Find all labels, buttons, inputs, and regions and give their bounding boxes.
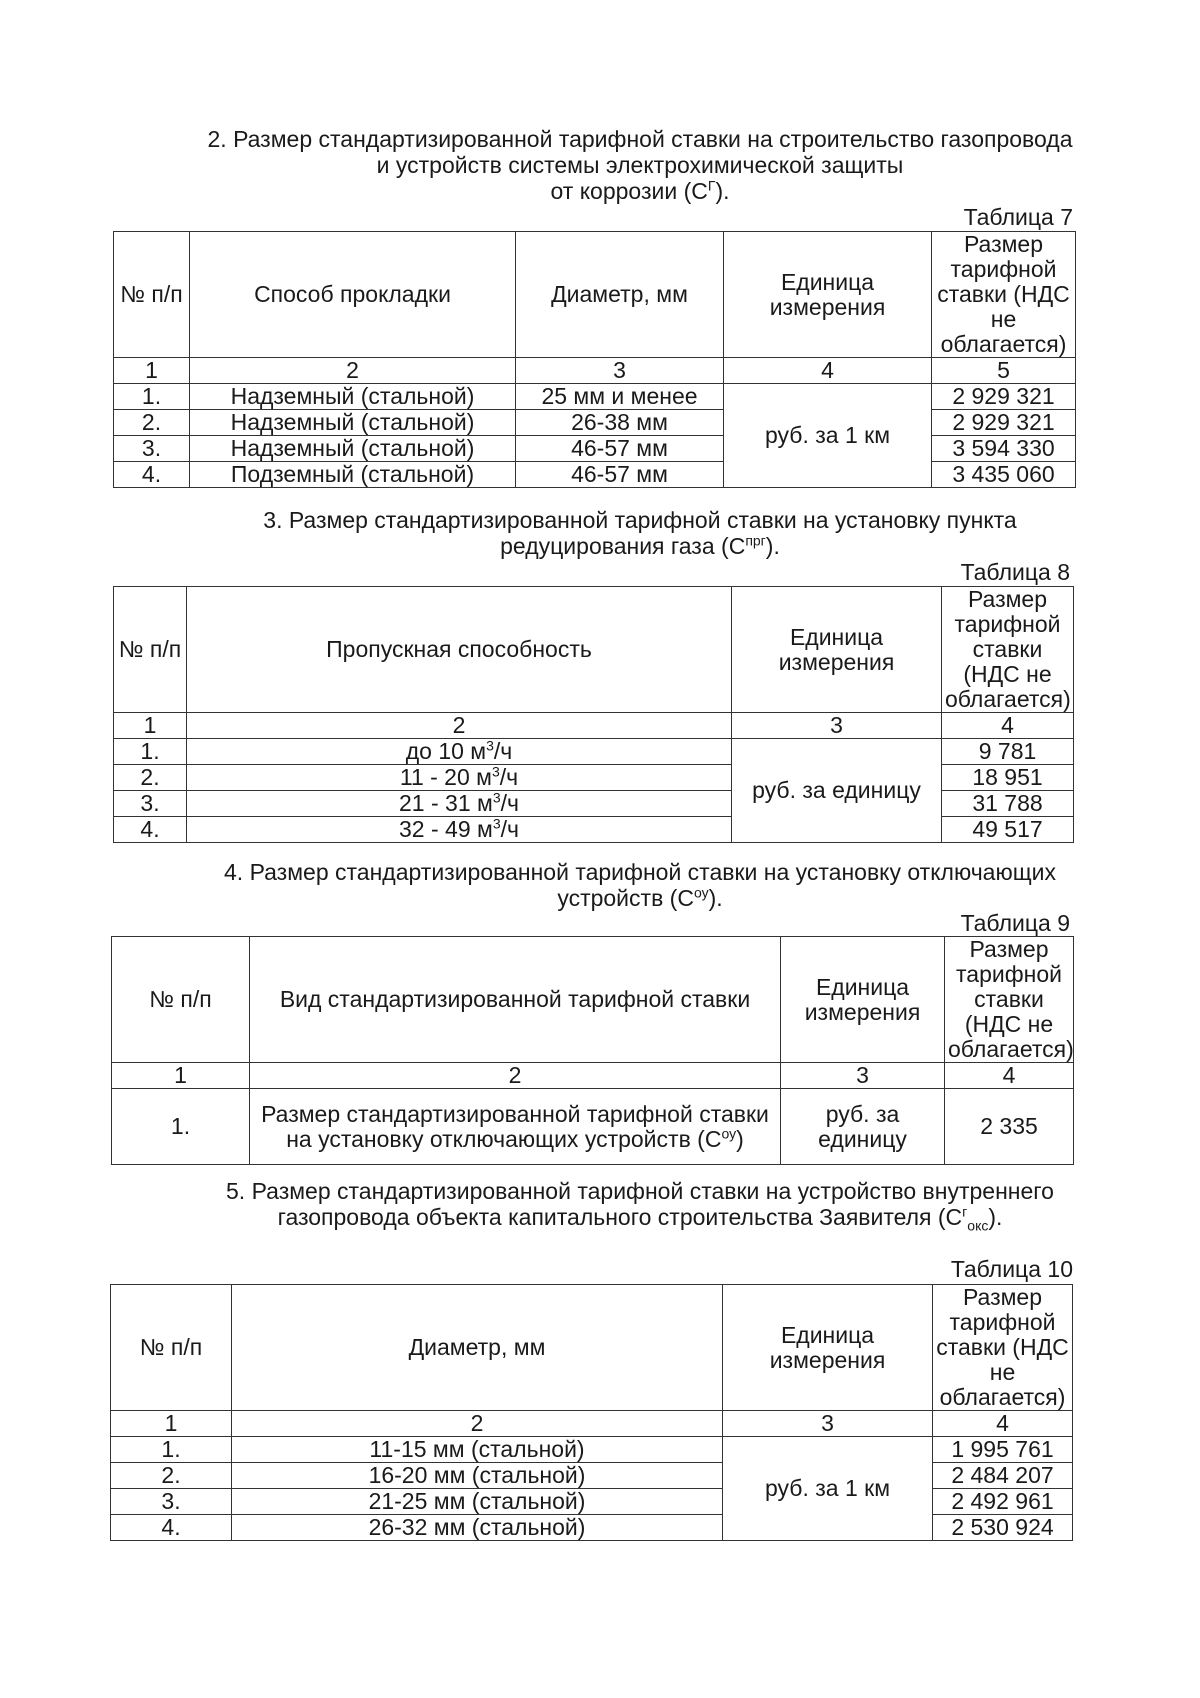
table8-colnum: 2: [187, 713, 732, 739]
row-num: 1.: [111, 1437, 232, 1463]
row-rate: 2 929 321: [932, 384, 1076, 410]
row-rate: 2 929 321: [932, 410, 1076, 436]
table10-unit-cell: руб. за 1 км: [723, 1437, 933, 1541]
table9-colnum: 2: [250, 1063, 781, 1089]
table10: [110, 1284, 1073, 1541]
table-row: [114, 739, 1074, 765]
row-type: Размер стандартизированной тарифной ставки на установку отключающих устройств $(С^{оу})$: [250, 1089, 781, 1165]
row-diameter: 46-57 мм: [516, 462, 724, 488]
table7-colnum: 2: [190, 358, 516, 384]
table10-header-rate: Размер тарифной ставки (НДС не облагается): [933, 1285, 1073, 1411]
row-rate: 49 517: [942, 817, 1074, 843]
section4-heading-line2: устройств $(С^{оу})$.: [557, 884, 723, 911]
row-capacity: до 10 $м^3/ч$: [187, 739, 732, 765]
row-rate: 18 951: [942, 765, 1074, 791]
row-num: 3.: [111, 1489, 232, 1515]
table9-header-rate: Размер тарифной ставки (НДС не облагается): [945, 937, 1074, 1063]
table7-header-unit: Единица измерения: [724, 232, 932, 358]
row-capacity: 11 - 20 $м^3/ч$: [187, 765, 732, 791]
section2-heading-line1: 2. Размер стандартизированной тарифной ставки на строительство газопровода: [207, 126, 1073, 152]
table7-unit-cell: руб. за 1 км: [724, 384, 932, 488]
section2-heading: [200, 126, 1080, 204]
section3-heading: [200, 507, 1080, 559]
table9-colnum: 1: [112, 1063, 250, 1089]
table-row: [114, 384, 1076, 410]
section2-heading-line3: от коррозии $(С^Г)$.: [550, 177, 730, 204]
table9-colnum: 4: [945, 1063, 1074, 1089]
table10-colnum: 1: [111, 1411, 232, 1437]
row-rate: 1 995 761: [933, 1437, 1073, 1463]
section3-heading-line2: редуцирования газа $(С^{прг})$.: [500, 532, 780, 559]
table7-header-rate: Размер тарифной ставки (НДС не облагается): [932, 232, 1076, 358]
table8-colnum: 4: [942, 713, 1074, 739]
row-diameter: 21-25 мм (стальной): [232, 1489, 723, 1515]
table7: [113, 231, 1076, 488]
table9-colnum: 3: [781, 1063, 945, 1089]
row-diameter: 25 мм и менее: [516, 384, 724, 410]
row-rate: 31 788: [942, 791, 1074, 817]
section5-heading: [200, 1178, 1080, 1234]
table9-column-numbers: [112, 1063, 1074, 1089]
table-row: [112, 1089, 1074, 1165]
table10-colnum: 2: [232, 1411, 723, 1437]
row-capacity: 32 - 49 $м^3/ч$: [187, 817, 732, 843]
row-rate: 2 335: [945, 1089, 1074, 1165]
table7-colnum: 5: [932, 358, 1076, 384]
table8-header-rate: Размер тарифной ставки (НДС не облагается): [942, 587, 1074, 713]
table7-colnum: 4: [724, 358, 932, 384]
row-rate: 9 781: [942, 739, 1074, 765]
row-diameter: 11-15 мм (стальной): [232, 1437, 723, 1463]
row-rate: 3 594 330: [932, 436, 1076, 462]
row-diameter: 26-38 мм: [516, 410, 724, 436]
table8-colnum: 3: [732, 713, 942, 739]
row-num: 1.: [114, 739, 187, 765]
row-num: 4.: [114, 462, 190, 488]
row-diameter: 26-32 мм (стальной): [232, 1515, 723, 1541]
row-num: 4.: [111, 1515, 232, 1541]
row-rate: 2 492 961: [933, 1489, 1073, 1515]
table-row: [114, 410, 1076, 436]
row-num: 3.: [114, 791, 187, 817]
row-method: Подземный (стальной): [190, 462, 516, 488]
row-capacity: 21 - 31 $м^3/ч$: [187, 791, 732, 817]
table7-header-diameter: Диаметр, мм: [516, 232, 724, 358]
row-method: Надземный (стальной): [190, 436, 516, 462]
table9-caption: Таблица 9: [960, 910, 1070, 936]
table7-header-method: Способ прокладки: [190, 232, 516, 358]
table10-colnum: 3: [723, 1411, 933, 1437]
section5-heading-line1: 5. Размер стандартизированной тарифной ставки на устройство внутреннего: [226, 1178, 1054, 1204]
row-unit: руб. за единицу: [781, 1089, 945, 1165]
row-rate: 2 484 207: [933, 1463, 1073, 1489]
row-num: 2.: [114, 765, 187, 791]
table9-header-type: Вид стандартизированной тарифной ставки: [250, 937, 781, 1063]
table10-header-unit: Единица измерения: [723, 1285, 933, 1411]
table7-header-row: [114, 232, 1076, 358]
table8-column-numbers: [114, 713, 1074, 739]
table10-header-row: [111, 1285, 1073, 1411]
table7-colnum: 3: [516, 358, 724, 384]
row-rate: 3 435 060: [932, 462, 1076, 488]
row-num: 4.: [114, 817, 187, 843]
row-rate: 2 530 924: [933, 1515, 1073, 1541]
row-num: 2.: [111, 1463, 232, 1489]
section4-heading-line1: 4. Размер стандартизированной тарифной ставки на установку отключающих: [224, 859, 1056, 885]
section3-heading-line1: 3. Размер стандартизированной тарифной ставки на установку пункта: [263, 507, 1017, 533]
table8-header-capacity: Пропускная способность: [187, 587, 732, 713]
table9-header-row: [112, 937, 1074, 1063]
table7-column-numbers: [114, 358, 1076, 384]
table-row: [111, 1437, 1073, 1463]
table7-caption: Таблица 7: [963, 204, 1073, 230]
table10-column-numbers: [111, 1411, 1073, 1437]
row-diameter: 16-20 мм (стальной): [232, 1463, 723, 1489]
table8-header-row: [114, 587, 1074, 713]
row-num: 3.: [114, 436, 190, 462]
table9-header-num: № п/п: [112, 937, 250, 1063]
section4-heading: [200, 859, 1080, 911]
table10-caption: Таблица 10: [950, 1256, 1073, 1282]
table-row: [114, 462, 1076, 488]
table7-header-num: № п/п: [114, 232, 190, 358]
table8-caption: Таблица 8: [960, 559, 1070, 585]
table10-colnum: 4: [933, 1411, 1073, 1437]
table7-colnum: 1: [114, 358, 190, 384]
table8-header-unit: Единица измерения: [732, 587, 942, 713]
table8-colnum: 1: [114, 713, 187, 739]
table8-unit-cell: руб. за единицу: [732, 739, 942, 843]
table8: [113, 586, 1074, 843]
section2-heading-line2: и устройств системы электрохимической защиты: [376, 152, 904, 178]
table8-header-num: № п/п: [114, 587, 187, 713]
table9: [111, 936, 1074, 1165]
row-num: 1.: [114, 384, 190, 410]
table-row: [114, 436, 1076, 462]
section5-heading-line2: газопровода объекта капитального строительства Заявителя $(С^г_{окс})$.: [277, 1203, 1003, 1234]
row-method: Надземный (стальной): [190, 384, 516, 410]
row-num: 2.: [114, 410, 190, 436]
row-num: 1.: [112, 1089, 250, 1165]
row-method: Надземный (стальной): [190, 410, 516, 436]
row-diameter: 46-57 мм: [516, 436, 724, 462]
table9-header-unit: Единица измерения: [781, 937, 945, 1063]
table10-header-diameter: Диаметр, мм: [232, 1285, 723, 1411]
table10-header-num: № п/п: [111, 1285, 232, 1411]
